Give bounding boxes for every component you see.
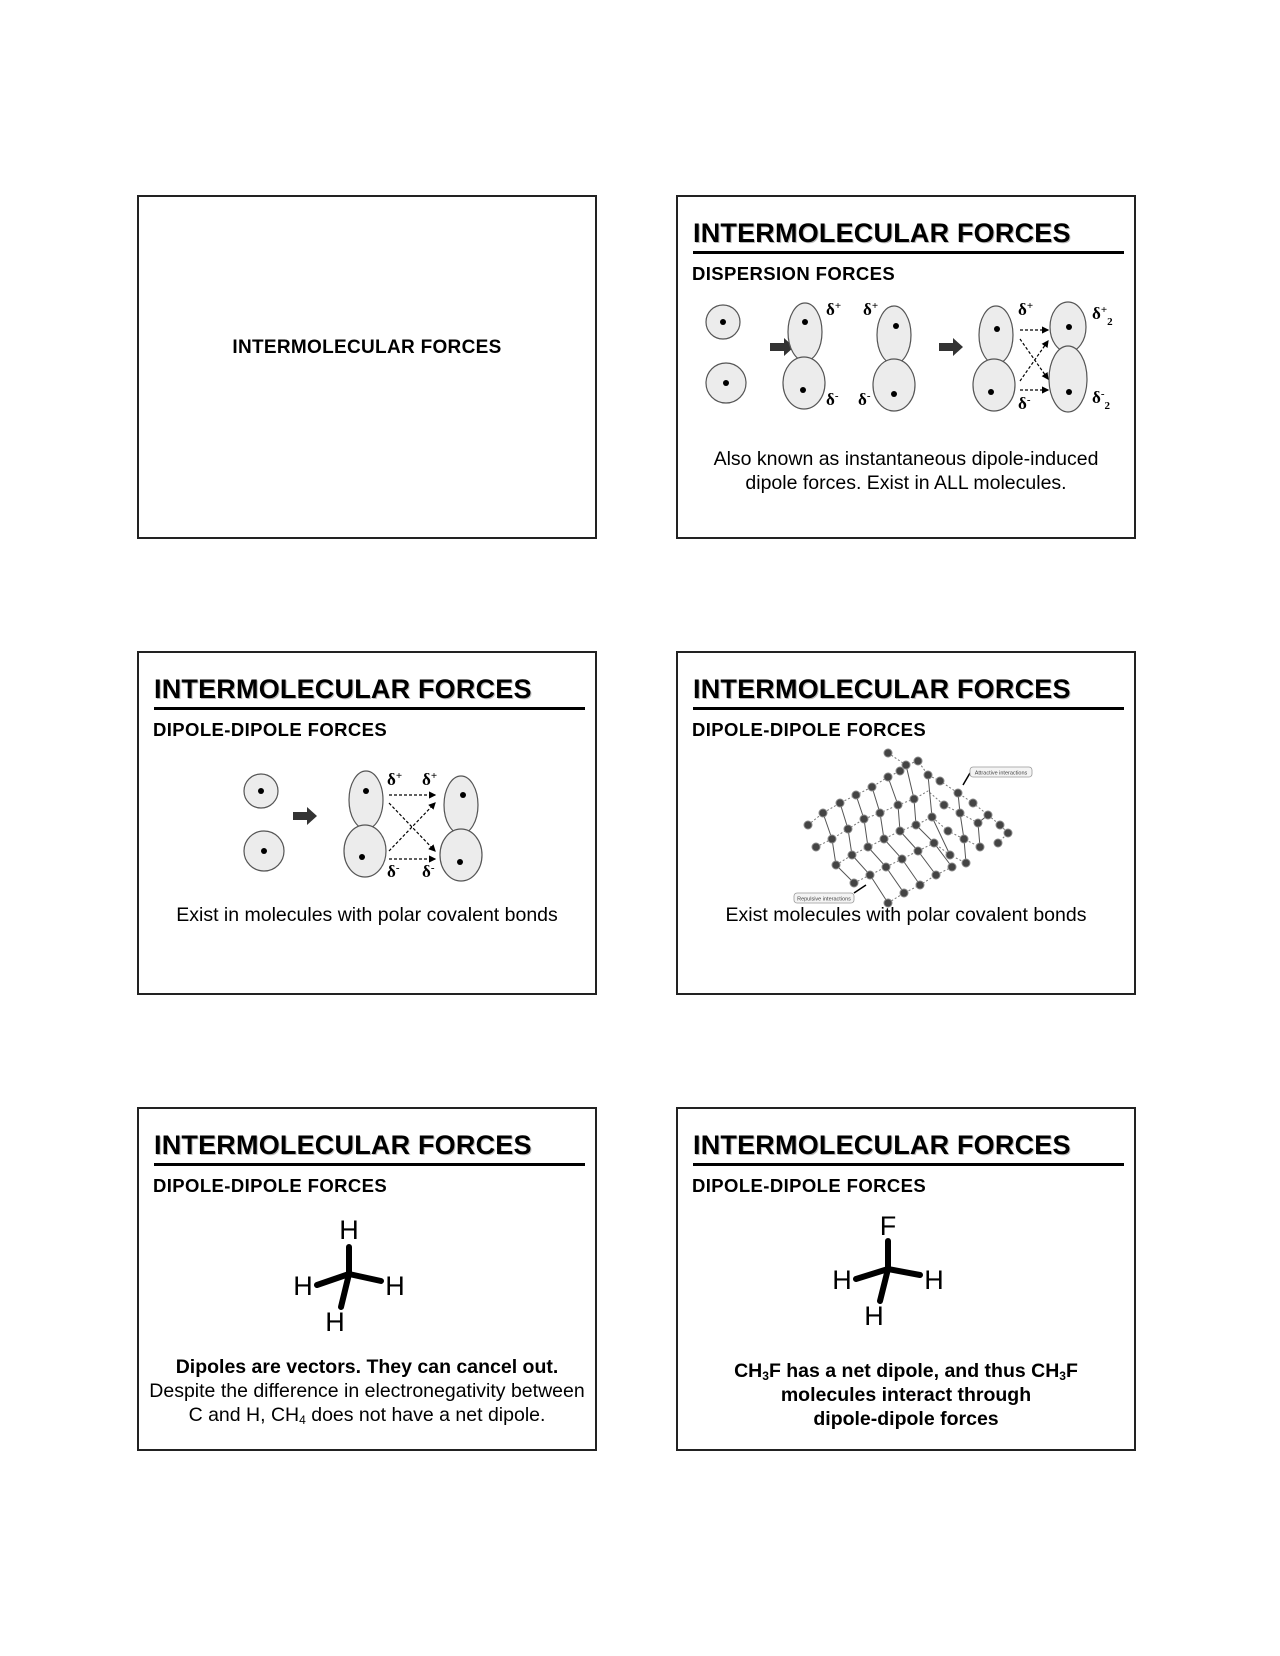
slide-subtitle: DIPOLE-DIPOLE FORCES: [692, 719, 927, 740]
slide-4-dipole-network: [676, 651, 1136, 995]
svg-text:δ-2: $\delta^-_2$: [1092, 388, 1110, 412]
svg-text:δ+2: $\delta^+_2$: [1092, 304, 1113, 328]
caption-line-2: dipole forces. Exist in ALL molecules.: [745, 472, 1067, 494]
dispersion-diagram: [698, 297, 1128, 422]
svg-text:δ+: δ+: [1018, 300, 1034, 319]
atom-top: F: [879, 1211, 897, 1241]
slide-title: INTERMOLECULAR FORCES: [154, 1129, 585, 1166]
caption-line-1: Also known as instantaneous dipole-induced: [713, 448, 1099, 470]
caption-line-3: C and H, $CH_4$ does not have a net dipole.: [188, 1404, 546, 1427]
atom-top: H: [339, 1215, 359, 1245]
slide-caption: Exist molecules with polar covalent bonds: [725, 904, 1087, 926]
slide-caption: Exist in molecules with polar covalent bonds: [176, 904, 558, 926]
slide-subtitle: DIPOLE-DIPOLE FORCES: [153, 719, 388, 740]
slide-title: INTERMOLECULAR FORCES: [154, 673, 585, 710]
dipole-dipole-diagram: [239, 763, 499, 888]
slide-6-fluoromethane: [676, 1107, 1136, 1451]
caption-bold: Dipoles are vectors. They can cancel out.: [175, 1356, 559, 1378]
slide-title: INTERMOLECULAR FORCES: [693, 217, 1124, 254]
svg-text:δ+: δ+: [422, 770, 438, 789]
slide-1-cover: [137, 195, 597, 539]
svg-text:δ+: δ+: [387, 770, 403, 789]
caption-line-1: $CH_3F$ has a net dipole, and thus $CH_3F$: [734, 1360, 1078, 1383]
slide-title: INTERMOLECULAR FORCES: [693, 1129, 1124, 1166]
atom-bottom: H: [325, 1307, 345, 1337]
molecular-network-figure: [788, 743, 1048, 913]
fluoromethane-structure: [828, 1205, 988, 1335]
atom-bottom: H: [864, 1301, 884, 1331]
svg-text:δ-: δ-: [387, 862, 400, 881]
caption-line-2: molecules interact through: [780, 1384, 1032, 1406]
methane-structure: [289, 1209, 449, 1339]
svg-text:δ+: δ+: [826, 300, 842, 319]
slide-2-dispersion: [676, 195, 1136, 539]
atom-right: H: [924, 1265, 944, 1295]
atom-right: H: [385, 1271, 405, 1301]
slide-3-dipole-dipole: [137, 651, 597, 995]
svg-text:δ-: δ-: [858, 390, 871, 409]
svg-text:δ-: δ-: [1018, 394, 1031, 413]
caption-line-2: Despite the difference in electronegativity between: [149, 1380, 585, 1402]
slide-5-methane: [137, 1107, 597, 1451]
atom-left: H: [293, 1271, 313, 1301]
attractive-label: Attractive interactions: [974, 770, 1028, 777]
atom-left: H: [832, 1265, 852, 1295]
slide-subtitle: DIPOLE-DIPOLE FORCES: [692, 1175, 927, 1196]
cover-title: INTERMOLECULAR FORCES: [232, 337, 502, 358]
slide-subtitle: DISPERSION FORCES: [692, 263, 896, 284]
svg-text:δ-: δ-: [826, 390, 839, 409]
caption-line-3: dipole-dipole forces: [813, 1408, 999, 1430]
slide-subtitle: DIPOLE-DIPOLE FORCES: [153, 1175, 388, 1196]
slide-title: INTERMOLECULAR FORCES: [693, 673, 1124, 710]
svg-text:δ-: δ-: [422, 862, 435, 881]
svg-text:δ+: δ+: [863, 300, 879, 319]
repulsive-label: Repulsive interactions: [797, 896, 851, 903]
